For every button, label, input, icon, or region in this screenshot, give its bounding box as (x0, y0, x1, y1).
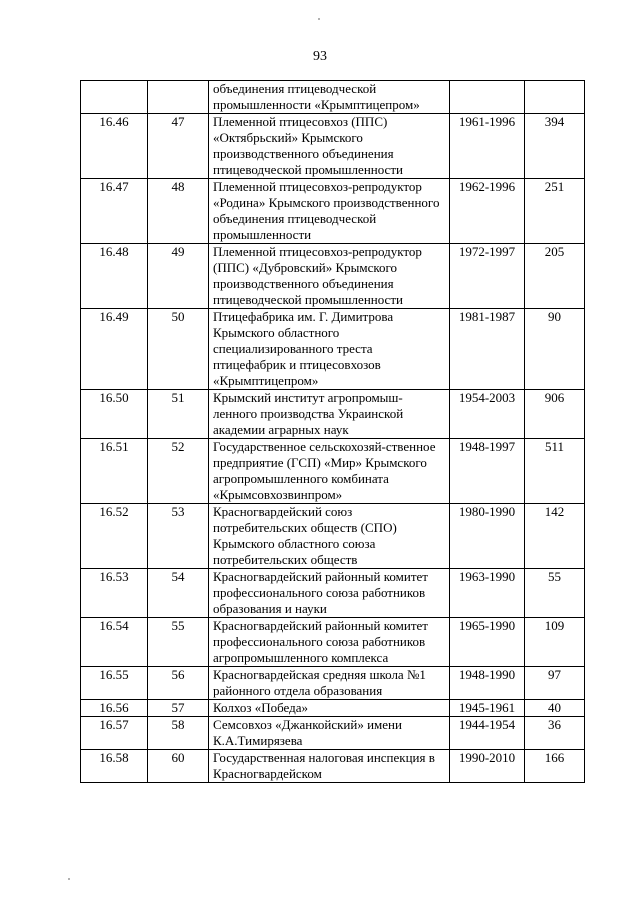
item-count-cell: 109 (525, 618, 585, 667)
item-count-cell: 205 (525, 244, 585, 309)
page-number: 93 (313, 49, 327, 64)
table-row (81, 717, 585, 750)
section-number-cell: 16.56 (81, 700, 148, 717)
date-range-cell: 1945-1961 (450, 700, 525, 717)
archive-fund-table (80, 80, 585, 783)
fund-number-cell: 49 (148, 244, 209, 309)
section-number-cell: 16.46 (81, 114, 148, 179)
scan-speck (318, 18, 320, 20)
date-range-cell (450, 81, 525, 114)
item-count-cell: 40 (525, 700, 585, 717)
table-row (81, 81, 585, 114)
date-range-cell: 1954-2003 (450, 390, 525, 439)
fund-number-cell: 56 (148, 667, 209, 700)
item-count-cell: 97 (525, 667, 585, 700)
table-row (81, 309, 585, 390)
date-range-cell: 1961-1996 (450, 114, 525, 179)
date-range-cell: 1963-1990 (450, 569, 525, 618)
table-row (81, 504, 585, 569)
table-row (81, 667, 585, 700)
item-count-cell: 142 (525, 504, 585, 569)
date-range-cell: 1990-2010 (450, 750, 525, 783)
section-number-cell: 16.47 (81, 179, 148, 244)
fund-name-cell: Племенной птицесовхоз-репродуктор (ППС) «Дубровский» Крымского производственного объединения птицеводческой промышленности (209, 244, 450, 309)
table-row (81, 618, 585, 667)
section-number-cell: 16.57 (81, 717, 148, 750)
item-count-cell: 906 (525, 390, 585, 439)
fund-name-cell: Птицефабрика им. Г. Димитрова Крымского областного специализированного треста птицефабрик и птицесовхозов «Крымптицепром» (209, 309, 450, 390)
section-number-cell: 16.54 (81, 618, 148, 667)
item-count-cell: 90 (525, 309, 585, 390)
fund-number-cell: 50 (148, 309, 209, 390)
item-count-cell (525, 81, 585, 114)
table-row (81, 750, 585, 783)
date-range-cell: 1944-1954 (450, 717, 525, 750)
item-count-cell: 166 (525, 750, 585, 783)
section-number-cell: 16.48 (81, 244, 148, 309)
fund-name-cell: Красногвардейская средняя школа №1 районного отдела образования (209, 667, 450, 700)
fund-number-cell: 47 (148, 114, 209, 179)
date-range-cell: 1962-1996 (450, 179, 525, 244)
fund-number-cell: 57 (148, 700, 209, 717)
section-number-cell: 16.58 (81, 750, 148, 783)
section-number-cell: 16.50 (81, 390, 148, 439)
fund-name-cell: Красногвардейский районный комитет профессионального союза работников агропромышленного комплекса (209, 618, 450, 667)
fund-name-cell: Красногвардейский районный комитет профессионального союза работников образования и науки (209, 569, 450, 618)
item-count-cell: 394 (525, 114, 585, 179)
fund-number-cell: 58 (148, 717, 209, 750)
date-range-cell: 1981-1987 (450, 309, 525, 390)
table-row (81, 179, 585, 244)
item-count-cell: 36 (525, 717, 585, 750)
section-number-cell: 16.51 (81, 439, 148, 504)
section-number-cell (81, 81, 148, 114)
fund-number-cell: 52 (148, 439, 209, 504)
item-count-cell: 251 (525, 179, 585, 244)
section-number-cell: 16.53 (81, 569, 148, 618)
date-range-cell: 1948-1990 (450, 667, 525, 700)
table-row (81, 700, 585, 717)
fund-name-cell: Племенной птицесовхоз-репродуктор «Родина» Крымского производственного объединения птицеводческой промышленности (209, 179, 450, 244)
fund-name-cell: Племенной птицесовхоз (ППС) «Октябрьский» Крымского производственного объединения птицеводческой промышленности (209, 114, 450, 179)
table-row (81, 390, 585, 439)
fund-number-cell: 51 (148, 390, 209, 439)
fund-name-cell: Красногвардейский союз потребительских обществ (СПО) Крымского областного союза потребительских обществ (209, 504, 450, 569)
fund-name-cell: объединения птицеводческой промышленности «Крымптицепром» (209, 81, 450, 114)
item-count-cell: 511 (525, 439, 585, 504)
fund-name-cell: Колхоз «Победа» (209, 700, 450, 717)
table-row (81, 244, 585, 309)
fund-name-cell: Государственная налоговая инспекция в Красногвардейском (209, 750, 450, 783)
scan-speck (68, 878, 70, 880)
date-range-cell: 1980-1990 (450, 504, 525, 569)
date-range-cell: 1965-1990 (450, 618, 525, 667)
fund-number-cell: 60 (148, 750, 209, 783)
fund-name-cell: Государственное сельскохозяй-ственное предприятие (ГСП) «Мир» Крымского агропромышленного комбината «Крымсовхозвинпром» (209, 439, 450, 504)
fund-name-cell: Крымский институт агропромыш-ленного производства Украинской академии аграрных наук (209, 390, 450, 439)
table-row (81, 439, 585, 504)
fund-number-cell: 48 (148, 179, 209, 244)
date-range-cell: 1972-1997 (450, 244, 525, 309)
fund-number-cell: 54 (148, 569, 209, 618)
date-range-cell: 1948-1997 (450, 439, 525, 504)
section-number-cell: 16.52 (81, 504, 148, 569)
section-number-cell: 16.49 (81, 309, 148, 390)
table-row (81, 569, 585, 618)
item-count-cell: 55 (525, 569, 585, 618)
fund-number-cell (148, 81, 209, 114)
fund-number-cell: 53 (148, 504, 209, 569)
fund-number-cell: 55 (148, 618, 209, 667)
section-number-cell: 16.55 (81, 667, 148, 700)
fund-name-cell: Семсовхоз «Джанкойский» имени К.А.Тимирязева (209, 717, 450, 750)
table-row (81, 114, 585, 179)
